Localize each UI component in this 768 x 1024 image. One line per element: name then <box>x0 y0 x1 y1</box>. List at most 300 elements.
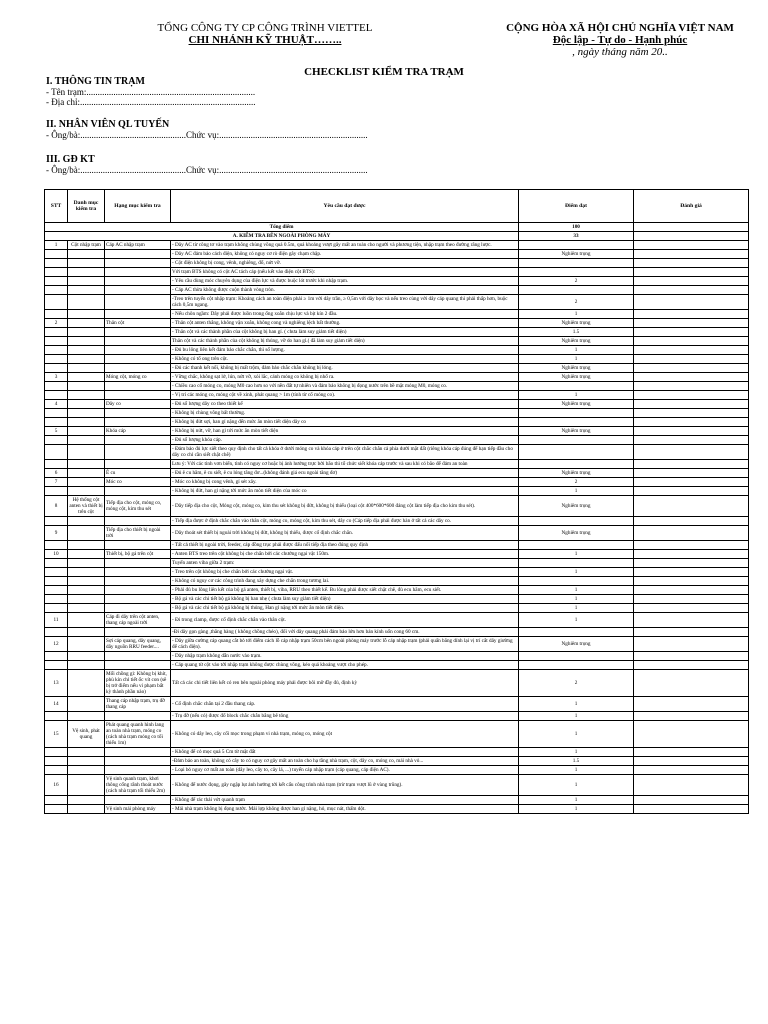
row-score: Nghiêm trọng <box>519 427 634 436</box>
row-score: Nghiêm trọng <box>519 364 634 373</box>
row-item: Mối chồng gỉ: Không bị khít, phù kín chỉ tiết ốc vít con (sẽ bị trở điểm nếu vi phạm bất kỳ thành phần nào) <box>105 670 171 697</box>
table-row <box>45 586 749 595</box>
row-stt <box>45 460 68 469</box>
row-score: 1 <box>519 310 634 319</box>
row-stt <box>45 628 68 637</box>
row-stt: 10 <box>45 550 68 559</box>
row-evaluation[interactable] <box>634 328 749 337</box>
row-score <box>519 409 634 418</box>
row-evaluation[interactable] <box>634 355 749 364</box>
row-stt: 15 <box>45 721 68 748</box>
row-stt: 6 <box>45 469 68 478</box>
section-a-label: A. KIỂM TRA BÊN NGOÀI PHÒNG MÁY <box>45 232 519 241</box>
table-row <box>45 286 749 295</box>
row-item: Cáp AC nhập trạm <box>105 241 171 250</box>
row-stt: 9 <box>45 526 68 541</box>
row-category <box>68 364 105 373</box>
row-item: Móc co <box>105 478 171 487</box>
table-row <box>45 628 749 637</box>
row-category <box>68 796 105 805</box>
row-item <box>105 595 171 604</box>
row-evaluation[interactable] <box>634 586 749 595</box>
row-stt <box>45 604 68 613</box>
row-score: 2 <box>519 295 634 310</box>
row-category <box>68 526 105 541</box>
row-item <box>105 337 171 346</box>
section-director-info <box>46 155 368 175</box>
row-evaluation[interactable] <box>634 805 749 814</box>
row-evaluation[interactable] <box>634 577 749 586</box>
table-row <box>45 517 749 526</box>
row-item <box>105 328 171 337</box>
row-category <box>68 637 105 652</box>
row-score <box>519 559 634 568</box>
row-requirement: Thân cột và các thành phần của cột không bị thủng, vỡ do han gỉ.( đã làm suy giảm tiết diện) <box>171 337 519 346</box>
row-item: Thang cáp nhập trạm, trụ đỡ thang cáp <box>105 697 171 712</box>
row-evaluation[interactable] <box>634 445 749 460</box>
row-score: 1 <box>519 805 634 814</box>
row-score <box>519 382 634 391</box>
row-requirement: - Dây tiếp địa cho cột, Móng cột, móng co, kim thu sét không bị đứt, không bị thiếu (loại cột 400*600*600 đáng cột làm tiếp địa cho kim thu sét). <box>171 496 519 517</box>
row-stt <box>45 586 68 595</box>
row-item <box>105 346 171 355</box>
row-score <box>519 628 634 637</box>
row-score: 1 <box>519 613 634 628</box>
row-item: Phát quang quanh hình lang an toàn nhà trạm, móng co (cách nhà trạm móng co tối thiểu 1m) <box>105 721 171 748</box>
row-evaluation[interactable] <box>634 418 749 427</box>
row-category: Cột nhập trạm <box>68 241 105 250</box>
row-item <box>105 277 171 286</box>
country-name: CỘNG HÒA XÃ HỘI CHỦ NGHĨA VIỆT NAM <box>506 22 734 34</box>
row-evaluation[interactable] <box>634 568 749 577</box>
header-score: Điểm đạt <box>519 190 634 223</box>
company-name: TỔNG CÔNG TY CP CÔNG TRÌNH VIETTEL <box>157 22 373 34</box>
row-item: Sợi cáp quang, dây quang, dây nguồn RRU feeder.... <box>105 637 171 652</box>
row-evaluation[interactable] <box>634 595 749 604</box>
row-category <box>68 568 105 577</box>
row-stt <box>45 577 68 586</box>
date-line: , ngày tháng năm 20.. <box>572 46 668 58</box>
checklist-table <box>44 189 749 814</box>
row-evaluation[interactable] <box>634 364 749 373</box>
row-requirement: - Không để cỏ mọc quá 5 Cm từ mặt đất <box>171 748 519 757</box>
table-row <box>45 310 749 319</box>
row-evaluation[interactable] <box>634 496 749 517</box>
row-item <box>105 436 171 445</box>
table-row <box>45 355 749 364</box>
company-header <box>150 22 380 46</box>
row-evaluation[interactable] <box>634 712 749 721</box>
row-score: Nghiêm trọng <box>519 469 634 478</box>
document-title: CHECKLIST KIỂM TRA TRẠM <box>304 66 464 78</box>
row-evaluation[interactable] <box>634 526 749 541</box>
row-item: Thiết bị, bộ gá trên cột <box>105 550 171 559</box>
row-requirement: - Yêu cầu dùng móc chuyên dụng của điện lực và được buộc lót trước khi nhập trạm. <box>171 277 519 286</box>
row-score: 1 <box>519 721 634 748</box>
row-item <box>105 487 171 496</box>
row-item: Vệ sinh mái phòng máy <box>105 805 171 814</box>
row-item <box>105 628 171 637</box>
row-score: 2 <box>519 478 634 487</box>
row-category <box>68 328 105 337</box>
row-item <box>105 766 171 775</box>
row-item <box>105 409 171 418</box>
row-score: 2 <box>519 277 634 286</box>
table-row <box>45 805 749 814</box>
row-evaluation[interactable] <box>634 487 749 496</box>
row-score: 1 <box>519 775 634 796</box>
row-score: 1 <box>519 568 634 577</box>
row-category <box>68 748 105 757</box>
row-evaluation[interactable] <box>634 337 749 346</box>
row-requirement: - Chiều cao cổ móng co, móng M0 cao hơn so với nền đất tự nhiên và đảm bảo không bị đọng nước trên bề mặt móng M0, móng co. <box>171 382 519 391</box>
row-stt <box>45 418 68 427</box>
row-evaluation[interactable] <box>634 613 749 628</box>
row-category <box>68 400 105 409</box>
row-evaluation[interactable] <box>634 721 749 748</box>
row-evaluation[interactable] <box>634 286 749 295</box>
table-row <box>45 328 749 337</box>
row-category: Vệ sinh, phát quang <box>68 721 105 748</box>
row-category <box>68 319 105 328</box>
section-title: I. THÔNG TIN TRẠM <box>46 76 145 87</box>
row-requirement: - Anten BTS treo trên cột không bị che chắn bởi các chướng ngại vật 150m. <box>171 550 519 559</box>
row-category <box>68 805 105 814</box>
row-item: Ê cu <box>105 469 171 478</box>
row-evaluation[interactable] <box>634 517 749 526</box>
table-row <box>45 652 749 661</box>
row-stt <box>45 487 68 496</box>
row-category <box>68 436 105 445</box>
row-requirement: - Tiếp địa được ở định chắc chắn vào thân cột, móng co, móng cột, kim thu sét, dây co (Cáp tiếp địa phải được hàn ở tất cả các dây co. <box>171 517 519 526</box>
row-requirement: -Treo trên tuyến cột nhập trạm: Khoảng cách an toàn điện phải ≥ 1m với dây trần, ≥ 0,5m với dây bọc và nếu treo cùng với dây cáp quang thì phải thấp hơn, buộc cách 0,5m ngang. <box>171 295 519 310</box>
row-score: Nghiêm trọng <box>519 319 634 328</box>
total-row <box>45 223 749 232</box>
section-row <box>45 232 749 241</box>
row-item <box>105 661 171 670</box>
table-row <box>45 604 749 613</box>
row-evaluation[interactable] <box>634 460 749 469</box>
row-score <box>519 541 634 550</box>
row-item <box>105 364 171 373</box>
section-evaluation-cell[interactable] <box>634 232 749 241</box>
table-row <box>45 775 749 796</box>
row-category <box>68 373 105 382</box>
row-item <box>105 418 171 427</box>
row-evaluation[interactable] <box>634 541 749 550</box>
table-row <box>45 496 749 517</box>
row-requirement: - Cột điện không bị cong, vênh, nghiêng, đổ, nứt vỡ. <box>171 259 519 268</box>
row-evaluation[interactable] <box>634 427 749 436</box>
row-category <box>68 757 105 766</box>
table-row <box>45 409 749 418</box>
row-stt <box>45 757 68 766</box>
row-requirement: - Không bị chùng võng bất thường. <box>171 409 519 418</box>
row-requirement: - Móc co không bị cong vênh, gỉ sét xây. <box>171 478 519 487</box>
row-stt: 8 <box>45 496 68 517</box>
row-stt <box>45 268 68 277</box>
row-evaluation[interactable] <box>634 319 749 328</box>
header-category: Danh mục kiểm tra <box>68 190 105 223</box>
row-category <box>68 310 105 319</box>
section-title: III. GĐ KT <box>46 154 95 165</box>
row-score <box>519 259 634 268</box>
row-category <box>68 286 105 295</box>
row-evaluation[interactable] <box>634 478 749 487</box>
row-requirement: - Cố định chắc chắn tại 2 đầu thang cáp. <box>171 697 519 712</box>
table-row <box>45 568 749 577</box>
row-stt <box>45 337 68 346</box>
national-header <box>495 22 745 58</box>
row-stt <box>45 748 68 757</box>
header-requirement: Yêu cầu đạt được <box>171 190 519 223</box>
row-score: 1 <box>519 355 634 364</box>
row-item <box>105 559 171 568</box>
row-stt: 13 <box>45 670 68 697</box>
table-row <box>45 427 749 436</box>
table-row <box>45 595 749 604</box>
row-evaluation[interactable] <box>634 409 749 418</box>
table-row <box>45 613 749 628</box>
row-evaluation[interactable] <box>634 775 749 796</box>
row-stt <box>45 661 68 670</box>
row-requirement: - Nếu chôn ngầm: Dây phải được luồn trong ống xoắn chịu lực và bịt kín 2 đầu. <box>171 310 519 319</box>
row-category <box>68 613 105 628</box>
row-score: 1 <box>519 796 634 805</box>
row-score: Nghiêm trọng <box>519 496 634 517</box>
table-row <box>45 445 749 460</box>
row-requirement: - Không có tổ ong trên cột. <box>171 355 519 364</box>
table-row <box>45 757 749 766</box>
row-evaluation[interactable] <box>634 661 749 670</box>
row-score: Nghiêm trọng <box>519 373 634 382</box>
row-requirement: - Dây thoát sét thiết bị ngoài trời không bị đứt, không bị thiếu, được cố định chắc chắn. <box>171 526 519 541</box>
row-stt <box>45 310 68 319</box>
row-evaluation[interactable] <box>634 241 749 250</box>
row-score <box>519 241 634 250</box>
row-evaluation[interactable] <box>634 670 749 697</box>
table-row <box>45 712 749 721</box>
director-line: - Ông/bà:...............................................Chức vụ:.................................................................. <box>46 165 368 175</box>
table-row <box>45 550 749 559</box>
table-row <box>45 577 749 586</box>
row-item <box>105 568 171 577</box>
row-score <box>519 418 634 427</box>
row-requirement: - Đủ số lượng khóa cáp. <box>171 436 519 445</box>
row-score <box>519 661 634 670</box>
row-evaluation[interactable] <box>634 346 749 355</box>
row-category <box>68 409 105 418</box>
row-item: Khóa cáp <box>105 427 171 436</box>
row-stt: 1 <box>45 241 68 250</box>
table-row <box>45 748 749 757</box>
row-evaluation[interactable] <box>634 559 749 568</box>
row-evaluation[interactable] <box>634 373 749 382</box>
row-evaluation[interactable] <box>634 277 749 286</box>
row-category <box>68 487 105 496</box>
row-stt: 12 <box>45 637 68 652</box>
row-item <box>105 586 171 595</box>
table-header-row <box>45 190 749 223</box>
section-a-value: 33 <box>519 232 634 241</box>
row-evaluation[interactable] <box>634 628 749 637</box>
row-item <box>105 250 171 259</box>
row-evaluation[interactable] <box>634 604 749 613</box>
branch-name: CHI NHÁNH KỸ THUẬT…….. <box>188 34 342 46</box>
row-evaluation[interactable] <box>634 391 749 400</box>
row-category <box>68 259 105 268</box>
row-stt <box>45 391 68 400</box>
row-score <box>519 436 634 445</box>
row-evaluation[interactable] <box>634 796 749 805</box>
table-row <box>45 469 749 478</box>
row-stt <box>45 355 68 364</box>
row-evaluation[interactable] <box>634 748 749 757</box>
row-score: 1 <box>519 595 634 604</box>
row-requirement: - Không bị đứt sợi, han gỉ nặng đến mức ăn mòn tiết diện dây co <box>171 418 519 427</box>
row-item: Thân cột <box>105 319 171 328</box>
row-stt: 3 <box>45 373 68 382</box>
row-score <box>519 517 634 526</box>
header-evaluation: Đánh giá <box>634 190 749 223</box>
row-stt <box>45 364 68 373</box>
row-category <box>68 766 105 775</box>
row-item <box>105 748 171 757</box>
row-item <box>105 652 171 661</box>
table-row <box>45 697 749 712</box>
row-stt: 11 <box>45 613 68 628</box>
row-item: Móng cột, móng co <box>105 373 171 382</box>
row-stt: 2 <box>45 319 68 328</box>
row-category <box>68 541 105 550</box>
row-score: 2 <box>519 670 634 697</box>
row-stt <box>45 568 68 577</box>
table-row <box>45 460 749 469</box>
row-stt: 4 <box>45 400 68 409</box>
row-score: 1.5 <box>519 328 634 337</box>
row-item: Tiếp địa cho cột, móng co, móng cột, kim thu sét <box>105 496 171 517</box>
row-evaluation[interactable] <box>634 259 749 268</box>
row-evaluation[interactable] <box>634 436 749 445</box>
row-category <box>68 391 105 400</box>
row-category <box>68 559 105 568</box>
row-requirement: - Đủ ê cu hãm, ê cu siết, ê cu lóng tăng đơ...(không đánh giá ecu ngoài tăng đơ) <box>171 469 519 478</box>
row-score: Nghiêm trọng <box>519 526 634 541</box>
total-evaluation-cell[interactable] <box>634 223 749 232</box>
row-stt <box>45 517 68 526</box>
row-stt <box>45 652 68 661</box>
row-item <box>105 286 171 295</box>
row-stt <box>45 286 68 295</box>
table-row <box>45 346 749 355</box>
row-stt <box>45 328 68 337</box>
row-evaluation[interactable] <box>634 295 749 310</box>
row-requirement: - Đảm bảo đủ lực siết theo quy định cho tất cả khóa ở dưới móng co và khóa cáp ở trên cột chắc chắn cả phía dưới mặt đất (riêng khóa cáp đúng để hạn tiếp đầu cho dây co chỉ cần siết chặt chẽ) <box>171 445 519 460</box>
row-category: Hệ thống cột anten và thiết bị trên cột <box>69 497 103 515</box>
row-evaluation[interactable] <box>634 652 749 661</box>
row-score <box>519 268 634 277</box>
table-row <box>45 796 749 805</box>
row-requirement: - Bộ gá và các chi tiết bộ gá không bị han nhẹ ( chưa làm suy giảm tiết diện) <box>171 595 519 604</box>
row-stt <box>45 712 68 721</box>
row-requirement: - Tất cả thiết bị ngoài trời, feeder, cáp đồng trục phải được đấu nối tiếp địa theo đúng quy định <box>171 541 519 550</box>
row-category <box>68 445 105 460</box>
row-requirement: - Cáp quang từ cột vào tới nhập trạm không được chùng võng, kéo quá khoảng vượt cho phép. <box>171 661 519 670</box>
table-row <box>45 250 749 259</box>
row-item: Tiếp địa cho thiết bị ngoài trời <box>105 526 171 541</box>
row-stt <box>45 295 68 310</box>
row-requirement: - Dây AC từ công tơ vào trạm không chùng võng quá 0.5m, quá khoảng vượt gây mất an toàn cho người và phương tiện, nhập trạm theo đường răng lược. <box>171 241 519 250</box>
row-requirement: - Bộ gá và các chi tiết bộ gá không bị thủng, Han gỉ nặng tới mức ăn mòn tiết diện. <box>171 604 519 613</box>
row-stt <box>45 595 68 604</box>
row-stt: 14 <box>45 697 68 712</box>
row-requirement: - Không để nước đọng, gây ngập lụt ảnh hưởng tới kết cấu công trình nhà trạm (trừ trạm vượt lũ ở vùng trũng). <box>171 775 519 796</box>
table-row <box>45 400 749 409</box>
row-item <box>105 445 171 460</box>
row-category <box>68 670 105 697</box>
row-stt <box>45 766 68 775</box>
row-evaluation[interactable] <box>634 469 749 478</box>
header-stt: STT <box>45 190 68 223</box>
row-evaluation[interactable] <box>634 382 749 391</box>
row-category <box>68 478 105 487</box>
table-row <box>45 259 749 268</box>
row-evaluation[interactable] <box>634 310 749 319</box>
row-evaluation[interactable] <box>634 268 749 277</box>
table-row <box>45 487 749 496</box>
total-value: 100 <box>519 223 634 232</box>
row-item: Vệ sinh quanh trạm, khơi thông cống rãnh thoát nước (cách nhà trạm tối thiểu 2m) <box>105 775 171 796</box>
table-row <box>45 382 749 391</box>
table-row <box>45 661 749 670</box>
row-requirement: - Trụ đỡ (nếu có) được đổ block chắc chắn bằng bê tông <box>171 712 519 721</box>
table-row <box>45 277 749 286</box>
row-evaluation[interactable] <box>634 250 749 259</box>
row-stt <box>45 259 68 268</box>
row-evaluation[interactable] <box>634 766 749 775</box>
row-score: Nghiêm trọng <box>519 250 634 259</box>
row-category <box>68 652 105 661</box>
table-row <box>45 241 749 250</box>
row-category <box>68 586 105 595</box>
row-requirement: - Dây nhập trạm không dẫn nước vào trạm. <box>171 652 519 661</box>
row-score: 1 <box>519 487 634 496</box>
row-item <box>105 796 171 805</box>
table-row <box>45 319 749 328</box>
row-score: 1 <box>519 586 634 595</box>
row-category <box>68 712 105 721</box>
row-requirement: - Cáp AC thừa không được cuộn thành vòng tròn. <box>171 286 519 295</box>
table-row <box>45 721 749 748</box>
table-row <box>45 436 749 445</box>
row-evaluation[interactable] <box>634 400 749 409</box>
row-item <box>105 310 171 319</box>
row-score <box>519 445 634 460</box>
row-item <box>105 757 171 766</box>
row-requirement: Tất cả các chi tiết liên kết có ren bên ngoài phòng máy phải được bôi mỡ đầy đủ, định kỳ <box>171 670 519 697</box>
row-evaluation[interactable] <box>634 637 749 652</box>
row-evaluation[interactable] <box>634 550 749 559</box>
row-evaluation[interactable] <box>634 697 749 712</box>
row-requirement: - Đủ bu lông liên kết đảm bảo chắc chắn, thì số lượng. <box>171 346 519 355</box>
station-name-line: - Tên trạm:........................................................................... <box>46 87 256 97</box>
table-row <box>45 637 749 652</box>
row-evaluation[interactable] <box>634 757 749 766</box>
row-requirement: - Không bị nứt, vỡ, han gỉ tới mức ăn mòn tiết diện <box>171 427 519 436</box>
row-stt <box>45 409 68 418</box>
row-category <box>68 346 105 355</box>
row-requirement: -Đi dây gọn gàng ,thẳng hàng ( không chồng chéo), đối với dây quang phải đảm bảo lớn hơn bán kính uốn cong 60 cm. <box>171 628 519 637</box>
